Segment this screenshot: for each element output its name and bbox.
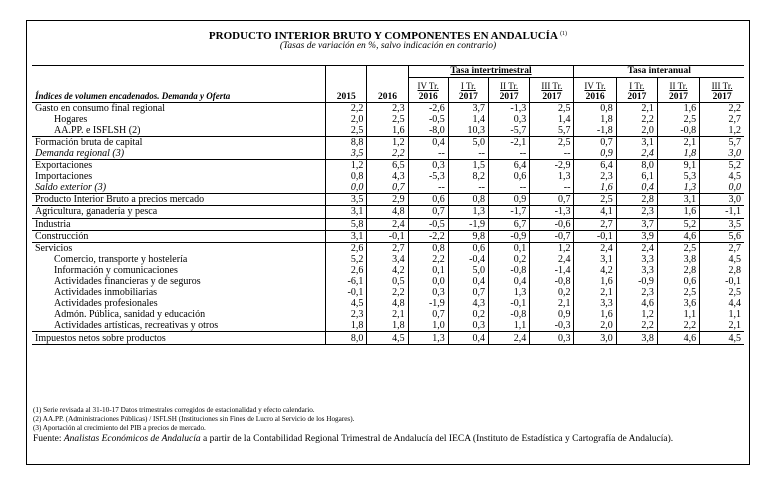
value-cell: 1,2 (700, 125, 744, 137)
quarter-header: II Tr. 2017 (489, 78, 530, 103)
table-row (32, 230, 744, 242)
value-cell: 1,8 (657, 148, 699, 160)
value-cell: 0,6 (657, 276, 699, 287)
value-cell: 6,1 (616, 171, 657, 182)
value-cell: 8,2 (448, 171, 488, 182)
value-cell: 0,4 (489, 276, 530, 287)
value-cell: 0,7 (408, 309, 448, 320)
value-cell: 1,2 (530, 242, 574, 254)
value-cell: 0,3 (448, 320, 488, 332)
value-cell: -0,1 (574, 230, 616, 242)
group-intertrimestral: Tasa intertrimestral (408, 66, 574, 78)
value-cell: -0,4 (448, 254, 488, 265)
row-label: Servicios (32, 242, 326, 254)
value-cell: 3,0 (574, 332, 616, 344)
table-row (32, 206, 744, 218)
value-cell: 9,8 (448, 230, 488, 242)
value-cell: 2,8 (657, 265, 699, 276)
value-cell: 6,4 (489, 160, 530, 172)
row-label: Gasto en consumo final regional (35, 102, 165, 114)
value-cell: 1,3 (530, 171, 574, 182)
header-year-gap (326, 66, 367, 78)
table-row (32, 254, 744, 265)
value-cell: -2,9 (530, 160, 574, 172)
value-cell: 8,0 (326, 332, 367, 344)
value-cell: 2,5 (530, 136, 574, 148)
value-cell: 1,2 (616, 309, 657, 320)
value-cell: -- (408, 182, 448, 194)
value-cell: -8,0 (408, 125, 448, 137)
value-cell: 1,2 (326, 160, 367, 172)
value-cell: -0,8 (489, 309, 530, 320)
value-cell: 4,2 (367, 265, 408, 276)
value-cell: -0,8 (657, 125, 699, 137)
value-cell: -- (489, 182, 530, 194)
value-cell: -5,3 (408, 171, 448, 182)
footnotes (33, 406, 745, 445)
value-cell: 0,7 (408, 206, 448, 218)
value-cell: 0,9 (530, 309, 574, 320)
row-label: Exportaciones (32, 160, 326, 172)
value-cell: 1,6 (657, 206, 699, 218)
value-cell: 3,3 (616, 265, 657, 276)
table-row (32, 265, 744, 276)
row-label: Actividades profesionales (54, 298, 158, 310)
value-cell: 3,1 (326, 230, 367, 242)
value-cell: -2,1 (489, 136, 530, 148)
value-cell: 0,9 (574, 148, 616, 160)
value-cell: 2,3 (574, 171, 616, 182)
table-row (32, 320, 744, 332)
value-cell: 0,1 (408, 265, 448, 276)
value-cell: -- (448, 148, 488, 160)
row-label: Hogares (54, 113, 88, 125)
value-cell: 1,4 (530, 114, 574, 125)
source-note: Fuente: Analistas Económicos de Andalucía a partir de la Contabilidad Regional Trimestral de Andalucía del IECA (Instituto de Estadística y Cartografía de Andalucía). (33, 434, 674, 444)
value-cell: -0,1 (700, 276, 744, 287)
value-cell: 2,1 (657, 136, 699, 148)
value-cell: 9,1 (657, 160, 699, 172)
value-cell: 3,8 (657, 254, 699, 265)
value-cell: 1,3 (489, 287, 530, 298)
value-cell: 3,6 (657, 298, 699, 309)
row-label: Saldo exterior (3) (35, 182, 107, 194)
value-cell: 3,5 (326, 194, 367, 206)
value-cell: 10,3 (448, 125, 488, 137)
value-cell: 2,7 (700, 242, 744, 254)
title-footnote-ref: (1) (560, 31, 568, 37)
value-cell: -0,8 (530, 276, 574, 287)
value-cell: -1,1 (700, 206, 744, 218)
row-label: Importaciones (35, 171, 93, 183)
value-cell: 0,4 (616, 182, 657, 194)
table-row (32, 102, 744, 114)
value-cell: 4,5 (700, 332, 744, 344)
value-cell: 0,3 (530, 332, 574, 344)
value-cell: 3,5 (326, 148, 367, 160)
value-cell: 2,2 (616, 114, 657, 125)
value-cell: 4,3 (448, 298, 488, 309)
row-label-header: Índices de volumen encadenados. Demanda y Oferta (35, 90, 231, 101)
title-text: PRODUCTO INTERIOR BRUTO Y COMPONENTES EN ANDALUCÍA (208, 30, 558, 42)
value-cell: 2,3 (367, 102, 408, 114)
value-cell: 2,4 (616, 148, 657, 160)
value-cell: 0,3 (408, 160, 448, 172)
quarter-header: III Tr. 2017 (700, 78, 744, 103)
value-cell: 3,0 (700, 148, 744, 160)
value-cell: 0,0 (326, 182, 367, 194)
value-cell: -1,4 (530, 265, 574, 276)
value-cell: 1,6 (657, 102, 699, 114)
value-cell: 2,1 (616, 102, 657, 114)
value-cell: 2,9 (367, 194, 408, 206)
value-cell: 2,2 (367, 148, 408, 160)
value-cell: -0,1 (489, 298, 530, 309)
value-cell: 3,1 (326, 206, 367, 218)
value-cell: 1,5 (448, 160, 488, 172)
value-cell: -- (408, 148, 448, 160)
value-cell: 1,2 (367, 136, 408, 148)
table-title (27, 28, 749, 42)
value-cell: 1,3 (657, 182, 699, 194)
value-cell: 0,0 (408, 276, 448, 287)
value-cell: 1,0 (408, 320, 448, 332)
value-cell: 0,4 (408, 136, 448, 148)
value-cell: 1,4 (448, 114, 488, 125)
row-label: Actividades artísticas, recreativas y otros (54, 320, 219, 332)
value-cell: 4,8 (367, 206, 408, 218)
value-cell: 2,2 (657, 320, 699, 332)
value-cell: 2,2 (616, 320, 657, 332)
value-cell: -2,6 (408, 102, 448, 114)
value-cell: 1,1 (657, 309, 699, 320)
value-cell: 3,7 (616, 218, 657, 230)
value-cell: -0,5 (408, 114, 448, 125)
value-cell: 2,5 (700, 287, 744, 298)
row-label: Producto Interior Bruto a precios mercado (32, 194, 326, 206)
value-cell: 2,5 (657, 114, 699, 125)
table-row (32, 125, 744, 137)
value-cell: 1,3 (408, 332, 448, 344)
value-cell: 1,6 (574, 276, 616, 287)
value-cell: 1,6 (574, 182, 616, 194)
value-cell: 0,8 (408, 242, 448, 254)
value-cell: 2,4 (489, 332, 530, 344)
header-empty-cell (32, 66, 326, 78)
value-cell: 2,3 (616, 206, 657, 218)
row-label: Admón. Pública, sanidad y educación (54, 309, 206, 321)
value-cell: 4,5 (367, 332, 408, 344)
value-cell: 2,5 (657, 242, 699, 254)
value-cell: 2,2 (367, 287, 408, 298)
value-cell: 1,6 (367, 125, 408, 137)
value-cell: 4,6 (657, 230, 699, 242)
value-cell: 5,2 (657, 218, 699, 230)
value-cell: 2,0 (574, 320, 616, 332)
value-cell: 2,4 (574, 242, 616, 254)
value-cell: 0,6 (448, 242, 488, 254)
value-cell: -1,9 (448, 218, 488, 230)
value-cell: -0,9 (489, 230, 530, 242)
value-cell: -2,2 (408, 230, 448, 242)
value-cell: -0,9 (616, 276, 657, 287)
value-cell: 4,2 (574, 265, 616, 276)
value-cell: 0,0 (700, 182, 744, 194)
value-cell: 4,5 (700, 171, 744, 182)
quarter-header: III Tr. 2017 (530, 78, 574, 103)
value-cell: 2,6 (326, 265, 367, 276)
value-cell: 2,4 (616, 242, 657, 254)
value-cell: 2,6 (326, 242, 367, 254)
row-label: Industria (32, 218, 326, 230)
value-cell: 2,2 (700, 102, 744, 114)
value-cell: 2,4 (530, 254, 574, 265)
value-cell: 0,4 (448, 332, 488, 344)
value-cell: 4,6 (616, 298, 657, 309)
gdp-table (32, 65, 744, 345)
row-label: Formación bruta de capital (32, 136, 326, 148)
value-cell: 2,7 (367, 242, 408, 254)
value-cell: 0,8 (448, 194, 488, 206)
value-cell: 1,1 (489, 320, 530, 332)
value-cell: 2,1 (530, 298, 574, 309)
value-cell: -- (489, 148, 530, 160)
value-cell: 6,5 (367, 160, 408, 172)
value-cell: 0,2 (530, 287, 574, 298)
value-cell: 5,3 (657, 171, 699, 182)
row-label: Información y comunicaciones (54, 264, 178, 276)
value-cell: 0,8 (574, 102, 616, 114)
value-cell: 8,0 (616, 160, 657, 172)
value-cell: 2,4 (367, 218, 408, 230)
value-cell: 0,3 (489, 114, 530, 125)
value-cell: 3,1 (616, 136, 657, 148)
value-cell: -- (448, 182, 488, 194)
value-cell: 2,1 (700, 320, 744, 332)
value-cell: 6,4 (574, 160, 616, 172)
value-cell: 5,2 (700, 160, 744, 172)
value-cell: -0,3 (530, 320, 574, 332)
value-cell: 2,5 (530, 102, 574, 114)
table-panel (26, 20, 750, 465)
value-cell: 1,8 (326, 320, 367, 332)
value-cell: -5,7 (489, 125, 530, 137)
table-row (32, 194, 744, 206)
value-cell: 2,2 (408, 254, 448, 265)
value-cell: 1,8 (367, 320, 408, 332)
value-cell: 3,5 (700, 218, 744, 230)
value-cell: -6,1 (326, 276, 367, 287)
table-row (32, 171, 744, 182)
value-cell: 2,5 (326, 125, 367, 137)
footnote-1: (1) Serie revisada al 31-10-17 Datos trimestrales corregidos de estacionalidad y efecto calendario. (33, 406, 315, 414)
value-cell: 0,4 (448, 276, 488, 287)
value-cell: 4,3 (367, 171, 408, 182)
value-cell: 0,2 (448, 309, 488, 320)
table-row (32, 309, 744, 320)
value-cell: 2,5 (574, 194, 616, 206)
quarter-header: I Tr. 2017 (448, 78, 488, 103)
table-row (32, 114, 744, 125)
row-label: Construcción (32, 230, 326, 242)
value-cell: 3,3 (616, 254, 657, 265)
value-cell: 0,9 (489, 194, 530, 206)
value-cell: 3,1 (574, 254, 616, 265)
value-cell: 5,7 (700, 136, 744, 148)
table-row (32, 136, 744, 148)
value-cell: 5,6 (700, 230, 744, 242)
row-label: Agricultura, ganadería y pesca (32, 206, 326, 218)
value-cell: -0,1 (367, 230, 408, 242)
value-cell: 6,7 (489, 218, 530, 230)
quarter-header: IV Tr. 2016 (408, 78, 448, 103)
value-cell: 4,4 (700, 298, 744, 309)
year-header: 2016 (367, 78, 408, 103)
group-interanual: Tasa interanual (574, 66, 744, 78)
value-cell: 8,8 (326, 136, 367, 148)
value-cell: 3,1 (657, 194, 699, 206)
value-cell: 2,2 (326, 102, 367, 114)
value-cell: 4,6 (657, 332, 699, 344)
row-label: Demanda regional (3) (35, 148, 125, 160)
value-cell: 1,6 (574, 309, 616, 320)
value-cell: 0,6 (408, 194, 448, 206)
footnote-2: (2) AA.PP. (Administraciones Públicas) / ISFLSH (Instituciones sin Fines de Lucro al Servicio de los Hogares). (33, 415, 355, 423)
value-cell: 2,1 (367, 309, 408, 320)
value-cell: 0,6 (489, 171, 530, 182)
value-cell: 2,0 (326, 114, 367, 125)
row-label: Actividades financieras y de seguros (54, 276, 201, 288)
value-cell: 2,5 (367, 114, 408, 125)
value-cell: 3,9 (616, 230, 657, 242)
table-subtitle: (Tasas de variación en %, salvo indicación en contrario) (279, 41, 497, 51)
table-row (32, 242, 744, 254)
value-cell: 2,0 (616, 125, 657, 137)
value-cell: 2,8 (700, 265, 744, 276)
quarter-header: IV Tr. 2016 (574, 78, 616, 103)
value-cell: 0,2 (489, 254, 530, 265)
value-cell: -0,8 (489, 265, 530, 276)
table-body (32, 102, 744, 344)
value-cell: 0,7 (530, 194, 574, 206)
value-cell: 5,2 (326, 254, 367, 265)
value-cell: 4,8 (367, 298, 408, 309)
value-cell: 2,3 (616, 287, 657, 298)
value-cell: -0,7 (530, 230, 574, 242)
value-cell: 4,5 (700, 254, 744, 265)
value-cell: 0,5 (367, 276, 408, 287)
table-row (32, 218, 744, 230)
table-row (32, 298, 744, 309)
value-cell: 2,3 (326, 309, 367, 320)
value-cell: -0,5 (408, 218, 448, 230)
value-cell: 3,4 (367, 254, 408, 265)
value-cell: 0,8 (326, 171, 367, 182)
value-cell: 2,7 (700, 114, 744, 125)
value-cell: -- (530, 182, 574, 194)
value-cell: 5,8 (326, 218, 367, 230)
value-cell: 4,1 (574, 206, 616, 218)
value-cell: -- (530, 148, 574, 160)
value-cell: 1,1 (700, 309, 744, 320)
value-cell: -1,3 (489, 102, 530, 114)
value-cell: 0,7 (574, 136, 616, 148)
value-cell: 2,5 (657, 287, 699, 298)
value-cell: 4,5 (326, 298, 367, 309)
year-header: 2015 (326, 78, 367, 103)
value-cell: 2,1 (574, 287, 616, 298)
value-cell: 1,3 (448, 206, 488, 218)
table-row (32, 160, 744, 172)
value-cell: 3,8 (616, 332, 657, 344)
quarter-header: I Tr. 2017 (616, 78, 657, 103)
footnote-3: (3) Aportación al crecimiento del PIB a precios de mercado. (33, 424, 206, 432)
table-row (32, 148, 744, 160)
value-cell: 0,1 (489, 242, 530, 254)
value-cell: 5,0 (448, 265, 488, 276)
value-cell: 2,7 (574, 218, 616, 230)
value-cell: -0,6 (530, 218, 574, 230)
value-cell: 3,7 (448, 102, 488, 114)
value-cell: 0,3 (408, 287, 448, 298)
row-label: AA.PP. e ISFLSH (2) (54, 124, 141, 136)
header-year-gap (367, 66, 408, 78)
row-label: Impuestos netos sobre productos (32, 332, 326, 344)
value-cell: -0,1 (326, 287, 367, 298)
value-cell: 2,8 (616, 194, 657, 206)
value-cell: 0,7 (448, 287, 488, 298)
value-cell: 5,7 (530, 125, 574, 137)
value-cell: 0,7 (367, 182, 408, 194)
value-cell: 3,0 (700, 194, 744, 206)
table-row (32, 276, 744, 287)
row-label: Comercio, transporte y hostelería (54, 253, 188, 265)
table-row (32, 332, 744, 344)
value-cell: -1,9 (408, 298, 448, 309)
table-row (32, 287, 744, 298)
value-cell: -1,7 (489, 206, 530, 218)
row-label: Actividades inmobiliarias (54, 287, 158, 299)
value-cell: 5,0 (448, 136, 488, 148)
value-cell: -1,8 (574, 125, 616, 137)
value-cell: 3,3 (574, 298, 616, 309)
value-cell: 1,8 (574, 114, 616, 125)
table-row (32, 182, 744, 194)
quarter-header: II Tr. 2017 (657, 78, 699, 103)
value-cell: -1,3 (530, 206, 574, 218)
